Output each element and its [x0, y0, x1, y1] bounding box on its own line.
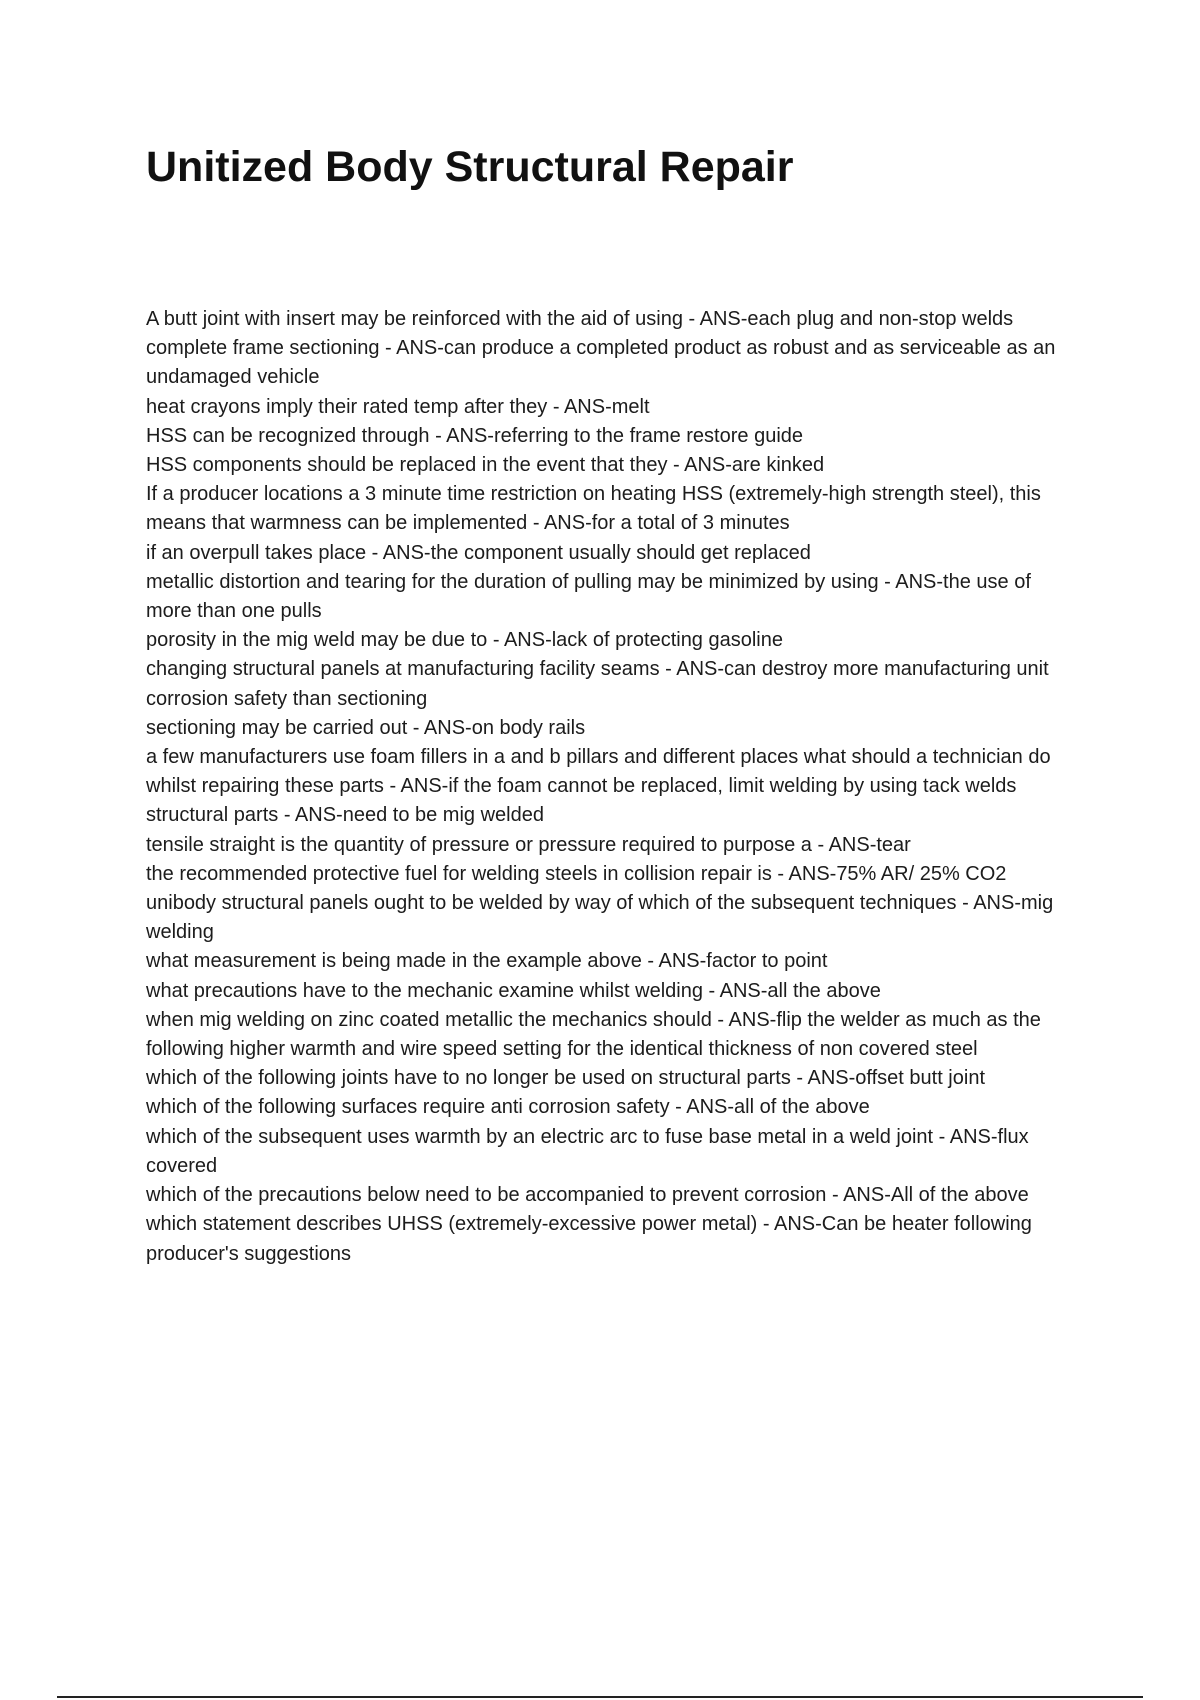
qa-item: HSS can be recognized through - ANS-referring to the frame restore guide: [146, 424, 804, 447]
qa-item: what measurement is being made in the example above - ANS-factor to point: [146, 950, 828, 973]
qa-item: a few manufacturers use foam fillers in a and b pillars and different places what should a technician do whilst repairing these parts - ANS-if the foam cannot be replaced, limit welding by using tack welds: [146, 746, 1051, 798]
qa-item: porosity in the mig weld may be due to - ANS-lack of protecting gasoline: [146, 629, 783, 652]
qa-item: which statement describes UHSS (extremely-excessive power metal) - ANS-Can be heater following producer's suggestions: [146, 1213, 1032, 1265]
qa-item: tensile straight is the quantity of pressure or pressure required to purpose a - ANS-tear: [146, 833, 911, 856]
qa-item: what precautions have to the mechanic examine whilst welding - ANS-all the above: [146, 979, 881, 1002]
footer-divider: [57, 1696, 1143, 1698]
qa-item: when mig welding on zinc coated metallic the mechanics should - ANS-flip the welder as much as the following higher warmth and wire speed setting for the identical thickness of non covered steel: [146, 1008, 1041, 1061]
qa-item: A butt joint with insert may be reinforced with the aid of using - ANS-each plug and non-stop welds: [146, 308, 1014, 330]
page-title: Unitized Body Structural Repair: [146, 143, 794, 191]
qa-list: [146, 305, 1081, 1269]
qa-item: HSS components should be replaced in the event that they - ANS-are kinked: [146, 454, 825, 477]
qa-item: unibody structural panels ought to be welded by way of which of the subsequent techniques - ANS-mig welding: [146, 892, 1054, 944]
qa-item: complete frame sectioning - ANS-can produce a completed product as robust and as serviceable as an undamaged vehicle: [146, 337, 1056, 389]
qa-item: which of the precautions below need to be accompanied to prevent corrosion - ANS-All of the above: [146, 1184, 1029, 1207]
qa-item: structural parts - ANS-need to be mig welded: [146, 804, 544, 827]
qa-item: if an overpull takes place - ANS-the component usually should get replaced: [146, 541, 811, 564]
qa-item: metallic distortion and tearing for the duration of pulling may be minimized by using - ANS-the use of more than one pulls: [146, 570, 1031, 623]
qa-item: which of the following surfaces require anti corrosion safety - ANS-all of the above: [146, 1096, 870, 1119]
qa-item: If a producer locations a 3 minute time restriction on heating HSS (extremely-high strength steel), this means that warmness can be implemented - ANS-for a total of 3 minutes: [146, 483, 1041, 535]
qa-item: sectioning may be carried out - ANS-on body rails: [146, 716, 586, 739]
qa-item: changing structural panels at manufacturing facility seams - ANS-can destroy more manufacturing unit corrosion safety than sectioning: [146, 658, 1049, 710]
qa-item: which of the subsequent uses warmth by an electric arc to fuse base metal in a weld joint - ANS-flux covered: [146, 1125, 1029, 1177]
qa-item: heat crayons imply their rated temp after they - ANS-melt: [146, 395, 650, 418]
qa-item: the recommended protective fuel for welding steels in collision repair is - ANS-75% AR/ 25% CO2: [146, 862, 1007, 885]
qa-item: which of the following joints have to no longer be used on structural parts - ANS-offset butt joint: [146, 1067, 985, 1090]
